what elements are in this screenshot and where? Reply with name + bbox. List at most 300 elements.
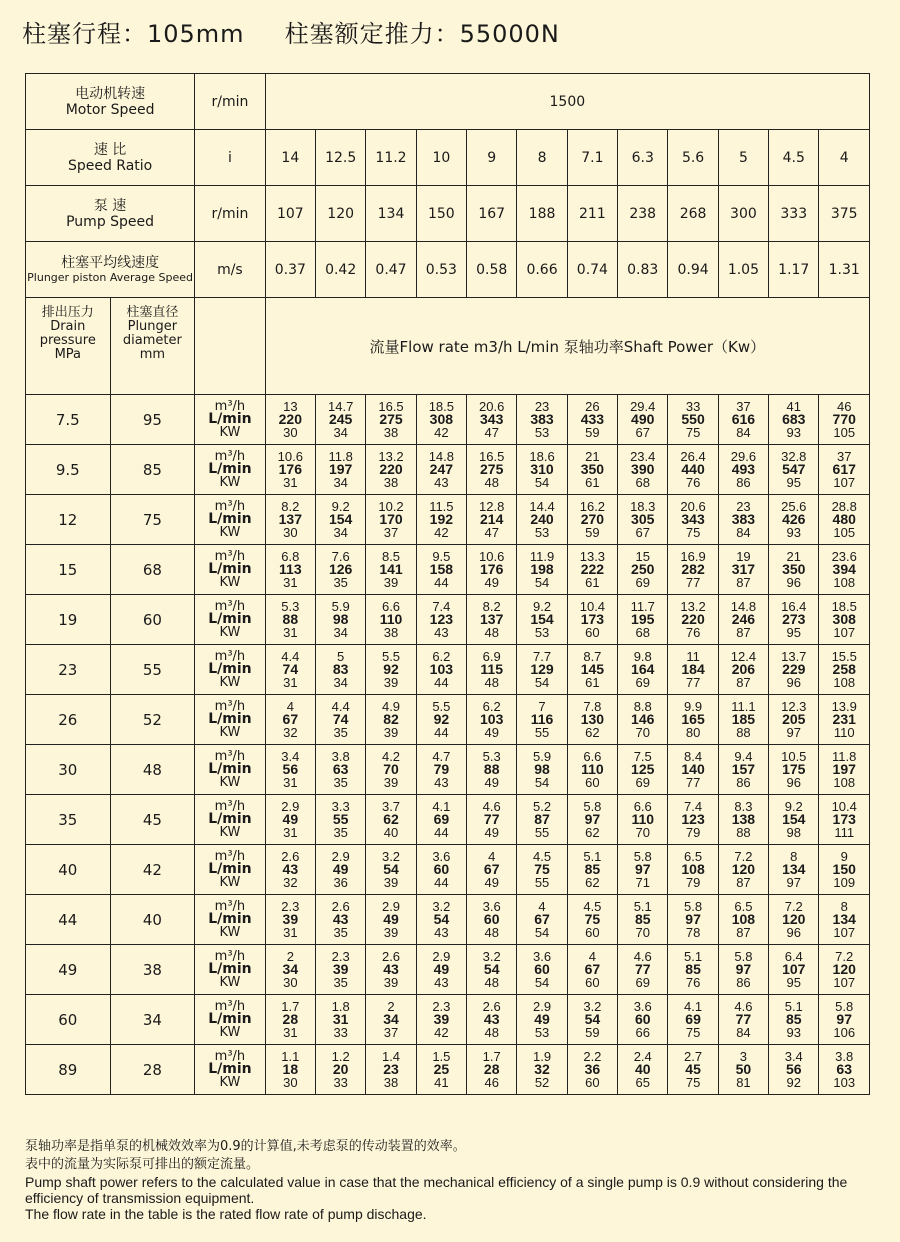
table-row (26, 545, 870, 595)
flow-power-cell (316, 395, 366, 445)
drain-pressure-cell: 19 (26, 595, 111, 645)
flow-lmin-value: 43 (383, 961, 399, 977)
flow-power-cell (467, 895, 517, 945)
flow-power-cell (618, 645, 668, 695)
flow-m3h-value: 12.4 (730, 649, 757, 664)
flow-power-cell (366, 445, 416, 495)
speed-ratio-value: 8 (517, 130, 567, 186)
shaft-power-value: 38 (383, 625, 399, 640)
pump-speed-value: 268 (668, 186, 718, 242)
shaft-power-value: 35 (333, 975, 348, 990)
flow-power-cell (668, 445, 718, 495)
flow-lmin-value: 123 (429, 611, 454, 627)
flow-lmin-value: 222 (580, 561, 605, 577)
flow-power-cell (467, 695, 517, 745)
flow-m3h-value: 6.5 (684, 849, 703, 864)
unit-labels-cell (195, 895, 265, 945)
shaft-power-value: 31 (283, 475, 298, 490)
table-row (26, 895, 870, 945)
flow-m3h-value: 4.7 (432, 749, 451, 764)
unit-labels-cell (195, 745, 265, 795)
shaft-power-value: 60 (585, 925, 600, 940)
footnotes (25, 1138, 885, 1222)
pump-speed-value: 300 (718, 186, 768, 242)
flow-power-cell (416, 845, 466, 895)
shaft-power-value: 95 (786, 625, 801, 640)
pump-speed-row (26, 186, 870, 242)
flow-lmin-value: 49 (383, 911, 399, 927)
flow-m3h-value: 8.2 (281, 499, 300, 514)
shaft-power-value: 109 (833, 875, 856, 890)
unit-m3h-label: m³/h (214, 799, 246, 814)
flow-power-cell (769, 895, 819, 945)
flow-lmin-value: 20 (332, 1061, 349, 1077)
flow-lmin-value: 49 (433, 961, 450, 977)
flow-power-cell (718, 845, 768, 895)
flow-power-cell (567, 895, 617, 945)
flow-power-cell (316, 745, 366, 795)
flow-lmin-value: 154 (328, 511, 353, 527)
shaft-power-value: 49 (484, 575, 499, 590)
plunger-diameter-cell: 60 (110, 595, 195, 645)
shaft-power-value: 87 (736, 675, 751, 690)
pump-speed-value: 238 (618, 186, 668, 242)
flow-lmin-value: 390 (631, 461, 655, 477)
note-cn-1: 泵轴功率是指单泵的机械效效率为0.9的计算值,未考虑泵的传动装置的效率。 (25, 1139, 466, 1154)
flow-lmin-value: 173 (580, 611, 605, 627)
flow-lmin-value: 98 (332, 611, 349, 627)
flow-lmin-value: 54 (383, 861, 399, 877)
shaft-power-value: 54 (534, 675, 550, 690)
pump-speed-value: 333 (769, 186, 819, 242)
shaft-power-value: 103 (833, 1075, 856, 1090)
flow-power-cell (769, 695, 819, 745)
flow-power-cell (366, 795, 416, 845)
flow-lmin-value: 146 (631, 711, 655, 727)
flow-lmin-value: 103 (480, 711, 504, 727)
plunger-speed-value: 1.17 (769, 242, 819, 298)
flow-lmin-value: 54 (483, 961, 500, 977)
shaft-power-value: 76 (685, 975, 701, 990)
flow-m3h-value: 3.7 (381, 799, 401, 814)
flow-power-cell (718, 595, 768, 645)
flow-power-cell (366, 595, 416, 645)
flow-lmin-value: 83 (332, 661, 349, 677)
flow-power-cell (416, 945, 466, 995)
flow-power-cell (467, 845, 517, 895)
flow-m3h-value: 6.2 (432, 649, 451, 664)
shaft-power-value: 43 (434, 775, 449, 790)
table-row (26, 1045, 870, 1095)
flow-lmin-value: 185 (731, 711, 756, 727)
flow-power-cell (769, 595, 819, 645)
shaft-power-value: 107 (833, 975, 856, 990)
shaft-power-value: 42 (434, 425, 449, 440)
flow-power-cell (517, 945, 567, 995)
speed-ratio-value: 12.5 (316, 130, 366, 186)
shaft-power-value: 39 (383, 675, 399, 690)
flow-lmin-value: 205 (782, 711, 806, 727)
flow-lmin-value: 220 (681, 611, 705, 627)
shaft-power-value: 31 (283, 825, 298, 840)
flow-m3h-value: 5.3 (281, 599, 300, 614)
flow-lmin-value: 36 (584, 1061, 601, 1077)
shaft-power-value: 108 (833, 775, 856, 790)
plunger-speed-row (26, 242, 870, 298)
drain-pressure-cell: 60 (26, 995, 111, 1045)
shaft-power-value: 33 (333, 1075, 348, 1090)
shaft-power-value: 59 (585, 425, 600, 440)
unit-lmin-label: L/min (208, 761, 252, 777)
flow-lmin-value: 138 (731, 811, 756, 827)
flow-lmin-value: 67 (584, 961, 601, 977)
flow-lmin-value: 62 (383, 811, 399, 827)
table-row (26, 745, 870, 795)
flow-lmin-value: 490 (631, 411, 655, 427)
flow-power-cell (517, 495, 567, 545)
flow-power-cell (567, 695, 617, 745)
shaft-power-value: 49 (484, 825, 499, 840)
pump-speed-value: 188 (517, 186, 567, 242)
flow-m3h-value: 2.2 (583, 1049, 602, 1064)
unit-m3h-label: m³/h (214, 999, 246, 1014)
flow-lmin-value: 60 (534, 961, 550, 977)
flow-lmin-value: 173 (832, 811, 856, 827)
plunger-thrust: 柱塞额定推力：55000N (284, 20, 560, 48)
flow-lmin-value: 383 (731, 511, 756, 527)
flow-m3h-value: 2.9 (331, 849, 350, 864)
unit-lmin-label: L/min (208, 461, 252, 477)
flow-power-cell (819, 595, 870, 645)
table-row (26, 395, 870, 445)
speed-ratio-value: 5 (718, 130, 768, 186)
shaft-power-value: 67 (635, 425, 650, 440)
shaft-power-value: 78 (685, 925, 701, 940)
flow-m3h-value: 10.5 (781, 749, 807, 764)
flow-lmin-value: 60 (433, 861, 450, 877)
flow-power-cell (819, 545, 870, 595)
flow-power-cell (618, 945, 668, 995)
flow-lmin-value: 108 (731, 911, 756, 927)
note-en-1: Pump shaft power refers to the calculated value in case that the mechanical efficiency of a single pump is 0.9 without considering the efficiency of transmission equipment. (25, 1174, 852, 1206)
speed-ratio-value: 6.3 (618, 130, 668, 186)
flow-m3h-value: 13.7 (781, 649, 807, 664)
shaft-power-value: 60 (585, 775, 600, 790)
flow-power-cell (416, 395, 466, 445)
flow-power-cell (316, 845, 366, 895)
shaft-power-value: 55 (534, 725, 550, 740)
flow-m3h-value: 4 (286, 699, 294, 714)
shaft-power-value: 39 (383, 575, 399, 590)
shaft-power-value: 95 (786, 975, 801, 990)
flow-lmin-value: 137 (278, 511, 302, 527)
shaft-power-value: 98 (786, 825, 801, 840)
flow-power-cell (718, 645, 768, 695)
flow-lmin-value: 141 (379, 561, 403, 577)
flow-m3h-value: 29.4 (630, 399, 656, 414)
shaft-power-value: 36 (333, 875, 348, 890)
flow-m3h-value: 11.5 (429, 499, 454, 514)
flow-power-cell (416, 745, 466, 795)
flow-power-cell (769, 445, 819, 495)
unit-kw-label: KW (219, 575, 241, 590)
speed-ratio-value: 9 (467, 130, 517, 186)
flow-m3h-value: 4.5 (533, 849, 552, 864)
flow-m3h-value: 13.2 (378, 449, 404, 464)
flow-power-cell (316, 895, 366, 945)
flow-m3h-value: 8.3 (734, 799, 753, 814)
shaft-power-value: 76 (685, 625, 701, 640)
flow-m3h-value: 6.6 (633, 799, 652, 814)
shaft-power-value: 31 (283, 775, 298, 790)
flow-lmin-value: 69 (433, 811, 450, 827)
flow-lmin-value: 18 (282, 1061, 299, 1077)
flow-power-cell (416, 645, 466, 695)
flow-lmin-value: 97 (735, 961, 752, 977)
flow-m3h-value: 4.6 (734, 999, 753, 1014)
unit-labels-cell (195, 445, 265, 495)
plunger-diameter-cell: 38 (110, 945, 195, 995)
flow-m3h-value: 7 (538, 699, 546, 714)
shaft-power-value: 105 (833, 525, 856, 540)
flow-m3h-value: 37 (736, 399, 751, 414)
drain-pressure-cell: 35 (26, 795, 111, 845)
flow-power-cell (416, 795, 466, 845)
flow-power-cell (467, 545, 517, 595)
flow-power-cell (517, 995, 567, 1045)
plunger-diameter-cell: 75 (110, 495, 195, 545)
flow-lmin-value: 617 (832, 461, 856, 477)
flow-lmin-value: 231 (832, 711, 856, 727)
unit-kw-label: KW (219, 525, 241, 540)
flow-m3h-value: 10.4 (831, 799, 857, 814)
unit-m3h-label: m³/h (214, 699, 246, 714)
flow-m3h-value: 3.3 (331, 799, 350, 814)
flow-power-cell (819, 1045, 870, 1095)
flow-m3h-value: 14.8 (428, 449, 455, 464)
shaft-power-value: 62 (585, 725, 600, 740)
flow-m3h-value: 13.3 (579, 549, 606, 564)
shaft-power-value: 43 (434, 625, 449, 640)
flow-lmin-value: 350 (580, 461, 605, 477)
shaft-power-value: 37 (383, 1025, 399, 1040)
flow-power-cell (316, 995, 366, 1045)
flow-m3h-value: 26 (585, 399, 600, 414)
flow-power-cell (467, 945, 517, 995)
flow-power-cell (618, 495, 668, 545)
flow-m3h-value: 2 (387, 999, 395, 1014)
drain-pressure-header: 排出压力 Drain pressure MPa (26, 298, 111, 395)
speed-ratio-label: 速 比 Speed Ratio (26, 130, 195, 186)
flow-power-cell (467, 745, 517, 795)
flow-lmin-value: 34 (282, 961, 299, 977)
motor-speed-label: 电动机转速 Motor Speed (26, 74, 195, 130)
shaft-power-value: 61 (585, 475, 600, 490)
flow-m3h-value: 8 (790, 849, 798, 864)
unit-lmin-label: L/min (208, 561, 252, 577)
flow-lmin-value: 120 (731, 861, 756, 877)
plunger-diameter-cell: 52 (110, 695, 195, 745)
shaft-power-value: 44 (434, 825, 449, 840)
shaft-power-value: 84 (736, 1025, 751, 1040)
motor-speed-value: 1500 (265, 74, 869, 130)
flow-m3h-value: 20.6 (680, 499, 706, 514)
shaft-power-value: 30 (283, 425, 298, 440)
flow-power-cell (668, 645, 718, 695)
plunger-speed-value: 0.83 (618, 242, 668, 298)
flow-lmin-value: 39 (282, 911, 299, 927)
flow-lmin-value: 170 (379, 511, 403, 527)
pump-speed-value: 211 (567, 186, 617, 242)
shaft-power-value: 38 (383, 425, 399, 440)
flow-m3h-value: 3.6 (432, 849, 451, 864)
flow-power-cell (517, 695, 567, 745)
flow-m3h-value: 14.4 (529, 499, 555, 514)
flow-lmin-value: 74 (282, 661, 299, 677)
shaft-power-value: 30 (283, 1075, 298, 1090)
flow-lmin-value: 63 (836, 1061, 852, 1077)
unit-labels-cell (195, 545, 265, 595)
flow-lmin-value: 192 (429, 511, 454, 527)
flow-m3h-value: 1.7 (482, 1049, 501, 1064)
flow-m3h-value: 23 (736, 499, 751, 514)
shaft-power-value: 86 (736, 775, 751, 790)
shaft-power-value: 39 (383, 975, 399, 990)
flow-m3h-value: 1.4 (381, 1049, 401, 1064)
flow-power-cell (668, 795, 718, 845)
flow-lmin-value: 113 (279, 561, 302, 577)
unit-m3h-label: m³/h (214, 599, 246, 614)
shaft-power-value: 68 (635, 475, 650, 490)
flow-m3h-value: 1.1 (281, 1049, 300, 1064)
shaft-power-value: 110 (833, 725, 855, 740)
flow-m3h-value: 21 (786, 549, 801, 564)
flow-rate-banner: 流量Flow rate m3/h L/min 泵轴功率Shaft Power（Kw） (265, 298, 869, 395)
shaft-power-value: 38 (383, 1075, 399, 1090)
flow-lmin-value: 49 (534, 1011, 550, 1027)
flow-lmin-value: 67 (534, 911, 550, 927)
flow-m3h-value: 5.8 (583, 799, 602, 814)
flow-m3h-value: 11.8 (832, 749, 857, 764)
flow-power-cell (618, 395, 668, 445)
shaft-power-value: 70 (635, 925, 650, 940)
shaft-power-value: 81 (736, 1075, 751, 1090)
flow-lmin-value: 165 (681, 711, 705, 727)
flow-lmin-value: 184 (681, 661, 705, 677)
flow-lmin-value: 308 (429, 411, 454, 427)
flow-power-cell (467, 445, 517, 495)
drain-pressure-cell: 40 (26, 845, 111, 895)
flow-power-cell (366, 845, 416, 895)
flow-power-cell (718, 395, 768, 445)
flow-power-cell (265, 595, 315, 645)
flow-lmin-value: 310 (530, 461, 554, 477)
drain-pressure-cell: 44 (26, 895, 111, 945)
flow-power-cell (668, 1045, 718, 1095)
shaft-power-value: 32 (283, 875, 298, 890)
shaft-power-value: 34 (333, 425, 348, 440)
drain-pressure-cell: 7.5 (26, 395, 111, 445)
shaft-power-value: 96 (786, 775, 801, 790)
table-row (26, 495, 870, 545)
flow-lmin-value: 164 (631, 661, 655, 677)
flow-m3h-value: 10.6 (277, 449, 303, 464)
flow-power-cell (668, 545, 718, 595)
unit-lmin-label: L/min (208, 911, 252, 927)
shaft-power-value: 77 (685, 775, 701, 790)
flow-power-cell (718, 1045, 768, 1095)
drain-pressure-cell: 30 (26, 745, 111, 795)
flow-power-cell (668, 495, 718, 545)
shaft-power-value: 107 (833, 475, 856, 490)
table-row (26, 645, 870, 695)
flow-power-cell (819, 845, 870, 895)
plunger-speed-value: 0.42 (316, 242, 366, 298)
pump-speed-label: 泵 速 Pump Speed (26, 186, 195, 242)
shaft-power-value: 35 (333, 825, 348, 840)
flow-power-cell (618, 545, 668, 595)
flow-power-cell (668, 695, 718, 745)
flow-power-cell (618, 745, 668, 795)
flow-power-cell (316, 595, 366, 645)
pump-speed-value: 134 (366, 186, 416, 242)
flow-lmin-value: 197 (328, 461, 353, 477)
flow-m3h-value: 4.1 (432, 799, 451, 814)
flow-m3h-value: 8.2 (482, 599, 501, 614)
flow-power-cell (366, 895, 416, 945)
shaft-power-value: 93 (786, 1025, 801, 1040)
shaft-power-value: 35 (333, 925, 348, 940)
flow-lmin-value: 32 (534, 1061, 550, 1077)
shaft-power-value: 86 (736, 475, 751, 490)
shaft-power-value: 67 (635, 525, 650, 540)
flow-power-cell (467, 795, 517, 845)
flow-m3h-value: 7.5 (633, 749, 652, 764)
unit-kw-label: KW (219, 775, 241, 790)
shaft-power-value: 53 (534, 1025, 550, 1040)
flow-m3h-value: 2.6 (331, 899, 350, 914)
flow-lmin-value: 126 (328, 561, 353, 577)
plunger-speed-value: 1.31 (819, 242, 870, 298)
unit-kw-label: KW (219, 1025, 241, 1040)
flow-lmin-value: 130 (580, 711, 605, 727)
flow-lmin-value: 88 (483, 761, 500, 777)
shaft-power-value: 84 (736, 525, 751, 540)
flow-m3h-value: 32.8 (781, 449, 807, 464)
unit-lmin-label: L/min (208, 411, 252, 427)
flow-m3h-value: 19 (736, 549, 751, 564)
flow-lmin-value: 229 (782, 661, 806, 677)
unit-kw-label: KW (219, 925, 241, 940)
flow-power-cell (366, 495, 416, 545)
shaft-power-value: 42 (434, 525, 449, 540)
flow-lmin-value: 110 (581, 761, 604, 777)
flow-lmin-value: 39 (433, 1011, 450, 1027)
shaft-power-value: 70 (635, 725, 650, 740)
plunger-diameter-cell: 95 (110, 395, 195, 445)
flow-lmin-value: 305 (631, 511, 655, 527)
pump-speed-value: 375 (819, 186, 870, 242)
shaft-power-value: 96 (786, 925, 801, 940)
flow-power-cell (316, 495, 366, 545)
shaft-power-value: 60 (585, 975, 600, 990)
motor-speed-row (26, 74, 870, 130)
flow-lmin-value: 54 (584, 1011, 601, 1027)
unit-kw-label: KW (219, 825, 241, 840)
shaft-power-value: 39 (383, 775, 399, 790)
shaft-power-value: 34 (333, 675, 348, 690)
flow-lmin-value: 154 (530, 611, 554, 627)
